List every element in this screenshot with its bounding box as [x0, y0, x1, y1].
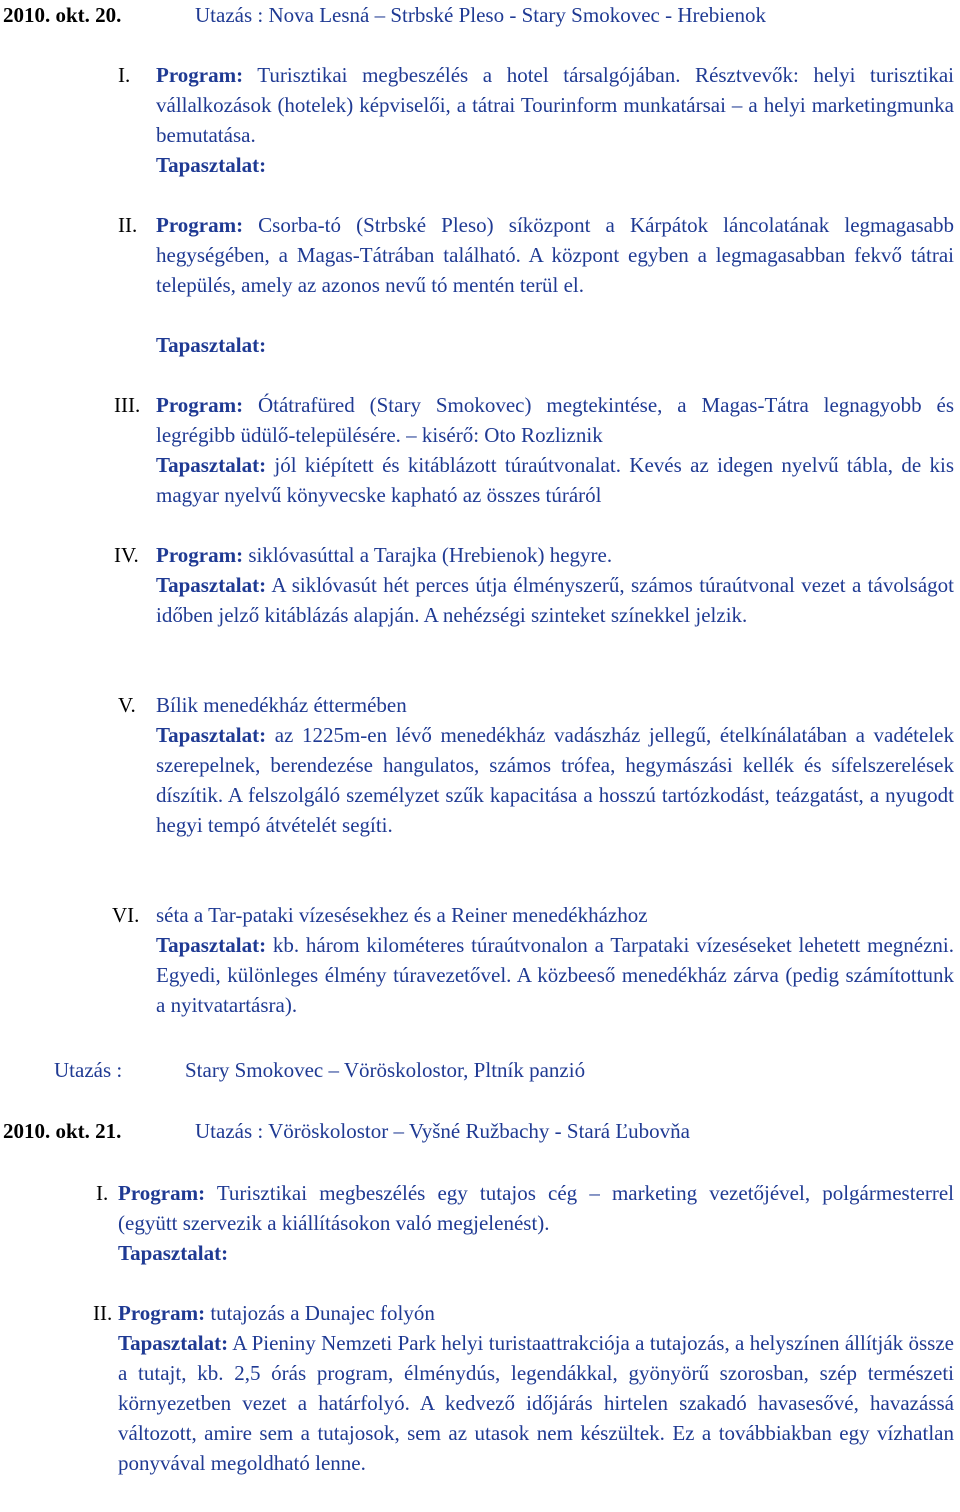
- program-label: Program:: [118, 1181, 206, 1205]
- day1-travel-label: Utazás :: [54, 1058, 123, 1082]
- experience-text: A Pieniny Nemzeti Park helyi turistaattrakciója a tutajozás, a helyszínen állítják össze a tutajt, kb. 2,5 órás program, élménydús, legendákkal, gyönyörű szorosban, szép természeti környezetben vezet a határfolyó. A kedvező időjárás hirtelen szakadó havasesővé, havazássá változott, amire sem a tutajosok, sem az utasok nem készültek. Ez a továbbiakban egy vízhatlan ponyvával megoldható lenne.: [118, 1331, 954, 1475]
- day2-item2-experience: [118, 1328, 954, 1478]
- day1-travel-text: Stary Smokovec – Vöröskolostor, Pltník panzió: [185, 1058, 586, 1082]
- day2-item1-num: I.: [96, 1181, 109, 1205]
- program-text: tutajozás a Dunajec folyón: [205, 1301, 435, 1325]
- day1-item3-num: III.: [114, 393, 141, 417]
- program-label: Program:: [156, 543, 244, 567]
- day2-date: 2010. okt. 21.: [3, 1119, 122, 1143]
- day1-item5-program: Bílik menedékház éttermében: [156, 693, 407, 717]
- day1-item2-num: II.: [118, 213, 138, 237]
- day1-item2-program: [156, 210, 954, 300]
- experience-text: A siklóvasút hét perces útja élményszerű, számos túraútvonal vezet a távolságot időben jelző kitáblázás alapján. A nehézségi szinteket színekkel jelzik.: [156, 573, 954, 627]
- experience-label: Tapasztalat:: [156, 573, 267, 597]
- day1-date: 2010. okt. 20.: [3, 3, 122, 27]
- day1-item4-num: IV.: [114, 543, 139, 567]
- program-label: Program:: [156, 393, 244, 417]
- day2-item1-program: [118, 1178, 954, 1238]
- experience-text: kb. három kilométeres túraútvonalon a Tarpataki vízeséseket lehetett megnézni. Egyedi, különleges élmény túravezetővel. A közbeeső menedékház zárva (pedig számítottunk a nyitvatartásra).: [156, 933, 954, 1017]
- day1-item1-experience-label: Tapasztalat:: [156, 153, 267, 177]
- program-label: Program:: [156, 63, 244, 87]
- day2-item2-program: [118, 1298, 954, 1328]
- day1-item1-program: [156, 60, 954, 150]
- day1-item1-num: I.: [118, 63, 131, 87]
- experience-label: Tapasztalat:: [118, 1331, 229, 1355]
- day2-item2-num: II.: [93, 1301, 113, 1325]
- day1-item6-experience: [156, 930, 954, 1020]
- experience-label: Tapasztalat:: [156, 933, 267, 957]
- experience-text: jól kiépített és kitáblázott túraútvonalat. Kevés az idegen nyelvű tábla, de kis magyar nyelvű könyvecske kapható az összes túráról: [156, 453, 954, 507]
- day2-route: Utazás : Vöröskolostor – Vyšné Ružbachy - Stará Ľubovňa: [195, 1119, 690, 1143]
- day1-item4-experience: [156, 570, 954, 630]
- program-label: Program:: [118, 1301, 206, 1325]
- day1-item3-program: [156, 390, 954, 450]
- day1-item6-num: VI.: [112, 903, 140, 927]
- program-text: Ótátrafüred (Stary Smokovec) megtekintése, a Magas-Tátra legnagyobb és legrégibb üdülő-településére. – kisérő: Oto Rozliznik: [156, 393, 954, 447]
- day1-route: Utazás : Nova Lesná – Strbské Pleso - Stary Smokovec - Hrebienok: [195, 3, 766, 27]
- program-text: siklóvasúttal a Tarajka (Hrebienok) hegyre.: [243, 543, 613, 567]
- program-label: Program:: [156, 213, 244, 237]
- experience-label: Tapasztalat:: [156, 723, 267, 747]
- experience-text: az 1225m-en lévő menedékház vadászház jellegű, ételkínálatában a vadételek szerepelnek, berendezése hangulatos, számos trófea, hegymászási kellék és sífelszerelések díszítik. A felszolgáló személyzet szűk kapacitása a hosszú tartózkodást, teázgatást, a nyugodt hegyi tempó átvételét segíti.: [156, 723, 954, 837]
- program-text: Csorba-tó (Strbské Pleso) síközpont a Kárpátok láncolatának legmagasabb hegységében, a Magas-Tátrában található. A központ egyben a legmagasabban fekvő tátrai település, amely az azonos nevű tó mentén terül el.: [156, 213, 954, 297]
- day1-item6-program: séta a Tar-pataki vízesésekhez és a Reiner menedékházhoz: [156, 903, 648, 927]
- day1-item2-experience-label: Tapasztalat:: [156, 333, 267, 357]
- day1-item5-experience: [156, 720, 954, 840]
- day2-item1-experience-label: Tapasztalat:: [118, 1241, 229, 1265]
- day1-item3-experience: [156, 450, 954, 510]
- day1-item4-program: [156, 540, 954, 570]
- program-text: Turisztikai megbeszélés a hotel társalgójában. Résztvevők: helyi turisztikai vállalkozások (hotelek) képviselői, a tátrai Tourinform munkatársai – a helyi marketingmunka bemutatása.: [156, 63, 954, 147]
- day1-item5-num: V.: [118, 693, 136, 717]
- experience-label: Tapasztalat:: [156, 453, 267, 477]
- program-text: Turisztikai megbeszélés egy tutajos cég – marketing vezetőjével, polgármesterrel (együtt szervezik a kiállításokon való megjelenést).: [118, 1181, 954, 1235]
